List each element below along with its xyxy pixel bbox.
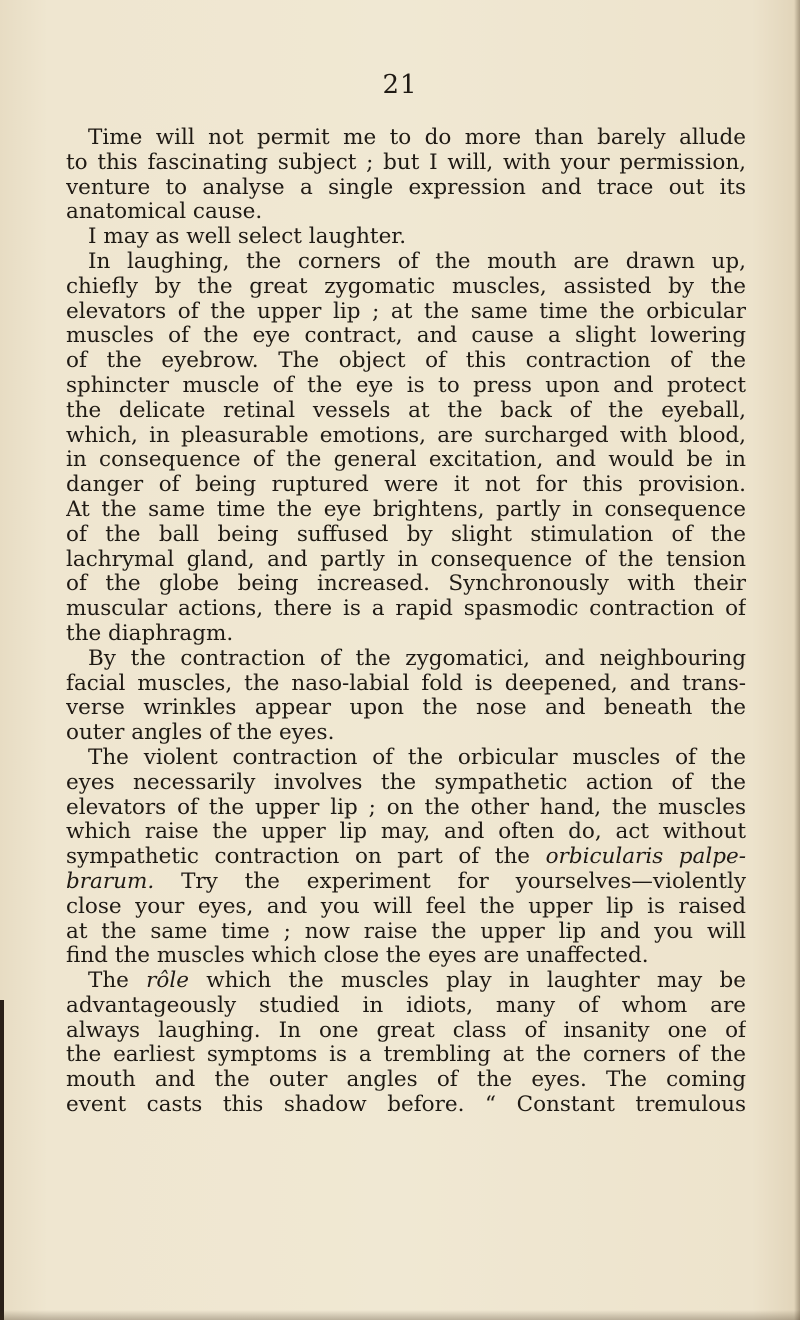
text-segment: sphincter muscle of the eye is to press upon and protect	[66, 373, 746, 398]
text-line	[66, 920, 746, 945]
text-segment: chiefly by the great zygomatic muscles, assisted by the	[66, 274, 746, 299]
text-segment: Try the experiment for yourselves—violently	[181, 869, 746, 894]
text-line	[66, 324, 746, 349]
text-line	[66, 548, 746, 573]
text-segment: elevators of the upper lip ; on the other hand, the muscles	[66, 795, 746, 820]
text-segment: elevators of the upper lip ; at the same time the orbicular	[66, 299, 746, 324]
text-segment: the delicate retinal vessels at the back of the eyeball,	[66, 398, 746, 423]
text-segment: close your eyes, and you will feel the upper lip is raised	[66, 894, 746, 919]
text-segment: sympathetic contraction on part of the	[66, 845, 531, 870]
text-segment: always laughing. In one great class of insanity one of	[66, 1018, 746, 1043]
text-segment: advantageously studied in idiots, many of whom are	[66, 993, 746, 1018]
text-line	[66, 944, 746, 969]
text-line	[66, 994, 746, 1019]
italic-text: orbicularis palpe-	[545, 845, 746, 870]
text-segment: danger of being ruptured were it not for this provision.	[66, 473, 746, 498]
page-number: 21	[382, 70, 418, 100]
text-segment: venture to analyse a single expression and trace out its	[66, 175, 746, 200]
text-line	[66, 300, 746, 325]
text-line	[66, 374, 746, 399]
text-line	[66, 498, 746, 523]
text-line	[66, 1019, 746, 1044]
text-segment: of the globe being increased. Synchronously with their	[66, 572, 746, 597]
text-segment: The	[88, 969, 129, 994]
text-segment: mouth and the outer angles of the eyes. The coming	[66, 1068, 746, 1093]
text-segment: at the same time ; now raise the upper lip and you will	[66, 919, 746, 944]
text-line	[66, 448, 746, 473]
text-line	[66, 126, 746, 151]
text-line	[66, 200, 746, 225]
text-segment: the earliest symptoms is a trembling at the corners of the	[66, 1043, 746, 1068]
text-segment: lachrymal gland, and partly in consequence of the tension	[66, 547, 746, 572]
text-segment: muscular actions, there is a rapid spasmodic contraction of	[66, 597, 746, 622]
text-line	[66, 696, 746, 721]
text-line	[66, 1068, 746, 1093]
text-line	[66, 1043, 746, 1068]
text-line	[66, 225, 746, 250]
text-segment: find the muscles which close the eyes are unaffected.	[66, 944, 649, 969]
text-segment: The violent contraction of the orbicular muscles of the	[88, 745, 746, 770]
text-line	[66, 424, 746, 449]
text-segment: muscles of the eye contract, and cause a slight lowering	[66, 324, 746, 349]
text-segment: outer angles of the eyes.	[66, 721, 335, 746]
italic-text: brarum.	[66, 869, 155, 894]
text-segment: facial muscles, the naso-labial fold is deepened, and trans-	[66, 671, 746, 696]
text-segment: At the same time the eye brightens, partly in consequence	[66, 497, 746, 522]
text-line	[66, 870, 746, 895]
text-segment: I may as well select laughter.	[88, 225, 407, 250]
text-line	[66, 597, 746, 622]
text-line	[66, 746, 746, 771]
text-line	[66, 895, 746, 920]
text-segment: which, in pleasurable emotions, are surcharged with blood,	[66, 423, 746, 448]
text-line	[66, 672, 746, 697]
text-line	[66, 622, 746, 647]
text-segment: In laughing, the corners of the mouth are drawn up,	[88, 249, 746, 274]
text-line	[66, 647, 746, 672]
text-segment: in consequence of the general excitation, and would be in	[66, 448, 746, 473]
text-line	[66, 151, 746, 176]
text-line	[66, 771, 746, 796]
text-segment: By the contraction of the zygomatici, and neighbouring	[88, 646, 746, 671]
text-line	[66, 845, 746, 870]
text-segment: which raise the upper lip may, and often do, act without	[66, 820, 746, 845]
text-line	[66, 796, 746, 821]
text-segment: anatomical cause.	[66, 200, 263, 225]
body-text	[66, 126, 746, 1118]
text-segment: Time will not permit me to do more than barely allude	[88, 126, 746, 150]
text-line	[66, 572, 746, 597]
text-segment: event casts this shadow before. “ Constant tremulous	[66, 1093, 746, 1118]
text-line	[66, 349, 746, 374]
binding-edge	[0, 1000, 4, 1320]
text-line	[66, 820, 746, 845]
text-segment: verse wrinkles appear upon the nose and beneath the	[66, 696, 746, 721]
text-segment: the diaphragm.	[66, 621, 234, 646]
page-edge-shadow	[794, 0, 800, 1320]
text-line	[66, 1093, 746, 1118]
text-segment: of the eyebrow. The object of this contraction of the	[66, 349, 746, 374]
text-line	[66, 275, 746, 300]
page-bottom-shadow	[0, 1310, 800, 1320]
text-segment: eyes necessarily involves the sympathetic action of the	[66, 770, 746, 795]
text-line	[66, 176, 746, 201]
text-line	[66, 250, 746, 275]
text-line	[66, 721, 746, 746]
text-segment: which the muscles play in laughter may be	[206, 969, 746, 994]
text-line	[66, 473, 746, 498]
text-line	[66, 523, 746, 548]
text-segment: to this fascinating subject ; but I will, with your permission,	[66, 150, 746, 175]
italic-text: rôle	[146, 969, 189, 994]
text-segment: of the ball being suffused by slight stimulation of the	[66, 522, 746, 547]
text-line	[66, 969, 746, 994]
text-line	[66, 399, 746, 424]
